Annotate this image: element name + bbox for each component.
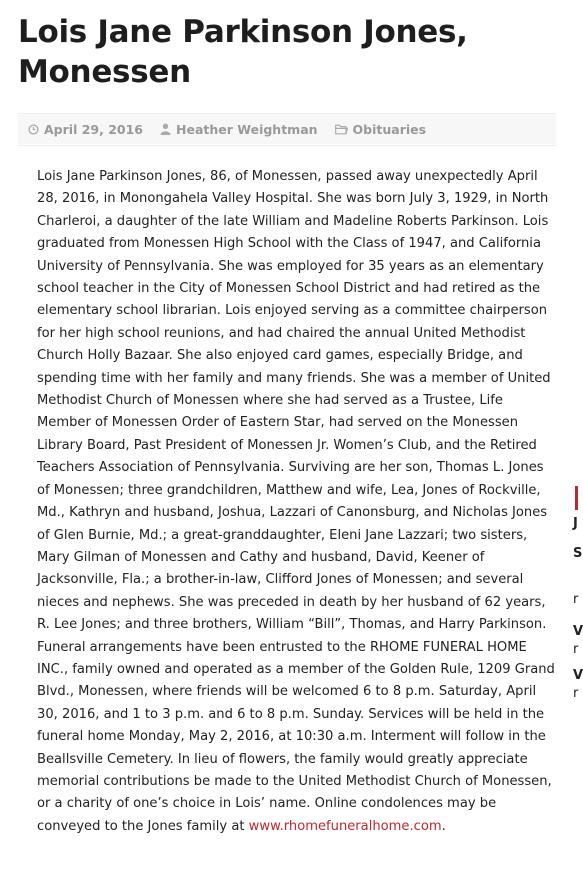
funeral-home-link[interactable]: www.rhomefuneralhome.com xyxy=(248,818,442,834)
article-body-end: . xyxy=(441,818,446,834)
sidebar-widget-accent xyxy=(575,486,578,510)
sidebar-fragment: V xyxy=(573,668,583,683)
article-body xyxy=(37,166,558,838)
meta-author[interactable] xyxy=(160,122,318,137)
meta-author-label: Heather Weightman xyxy=(176,121,318,137)
article-title: Lois Jane Parkinson Jones, Monessen xyxy=(18,14,468,90)
meta-category-label: Obituaries xyxy=(352,121,427,137)
sidebar-fragment: r xyxy=(573,592,579,607)
user-icon xyxy=(160,123,171,135)
sidebar-fragment: r xyxy=(573,686,579,701)
sidebar-fragment: S xyxy=(573,546,583,561)
sidebar-fragment: r xyxy=(573,642,579,657)
clock-icon xyxy=(28,124,39,135)
article-meta xyxy=(18,114,556,144)
folder-icon xyxy=(335,124,348,135)
meta-date-label: April 29, 2016 xyxy=(44,121,143,137)
sidebar-fragment: V xyxy=(573,624,583,639)
meta-divider-bottom xyxy=(18,145,556,146)
meta-category[interactable] xyxy=(335,122,427,137)
meta-date[interactable] xyxy=(28,122,143,137)
sidebar-fragment: J xyxy=(573,516,578,531)
article-body-text: Lois Jane Parkinson Jones, 86, of Monessen, passed away unexpectedly April 28, 2016, in Monongahela Valley Hospital. She was born July 3, 1929, in North Charleroi, a daughter of the late William and Madeline Roberts Parkinson. Lois graduated from Monessen High School with the Class of 1947, and California University of Pennsylvania. She was employed for 35 years as an elementary school teacher in the City of Monessen School District and had retired as the elementary school librarian. Lois enjoyed serving as a committee chairperson for her high school reunions, and had chaired the annual United Methodist Church Holly Bazaar. She also enjoyed card games, especially Bridge, and spending time with her family and many friends. She was a member of United Methodist Church of Monessen where she had served as a Trustee, Life Member of Monessen Order of Eastern Star, had served on the Monessen Library Board, Past President of Monessen Jr. Women’s Club, and the Retired Teachers Association of Pennsylvania. Surviving are her son, Thomas L. Jones of Monessen; three grandchildren, Matthew and wife, Lea, Jones of Rockville, Md., Kathryn and husband, Joshua, Lazzari of Canonsburg, and Nicholas Jones of Glen Burnie, Md.; a great-granddaughter, Eleni Jane Lazzari; two sisters, Mary Gilman of Monessen and Cathy and husband, David, Keener of Jacksonville, Fla.; a brother-in-law, Clifford Jones of Monessen; and several nieces and nephews. She was preceded in death by her husband of 62 years, R. Lee Jones; and three brothers, William “Bill”, Thomas, and Harry Parkinson. Funeral arrangements have been entrusted to the RHOME FUNERAL HOME INC., family owned and operated as a member of the Golden Rule, 1209 Grand Blvd., Monessen, where friends will be welcomed 6 to 8 p.m. Saturday, April 30, 2016, and 1 to 3 p.m. and 6 to 8 p.m. Sunday. Services will be held in the funeral home Monday, May 2, 2016, at 10:30 a.m. Interment will follow in the Beallsville Cemetery. In lieu of flowers, the family would greatly appreciate memorial contributions be made to the United Methodist Church of Monessen, or a charity of one’s choice in Lois’ name. Online condolences may be conveyed to the Jones family at xyxy=(37,169,555,834)
